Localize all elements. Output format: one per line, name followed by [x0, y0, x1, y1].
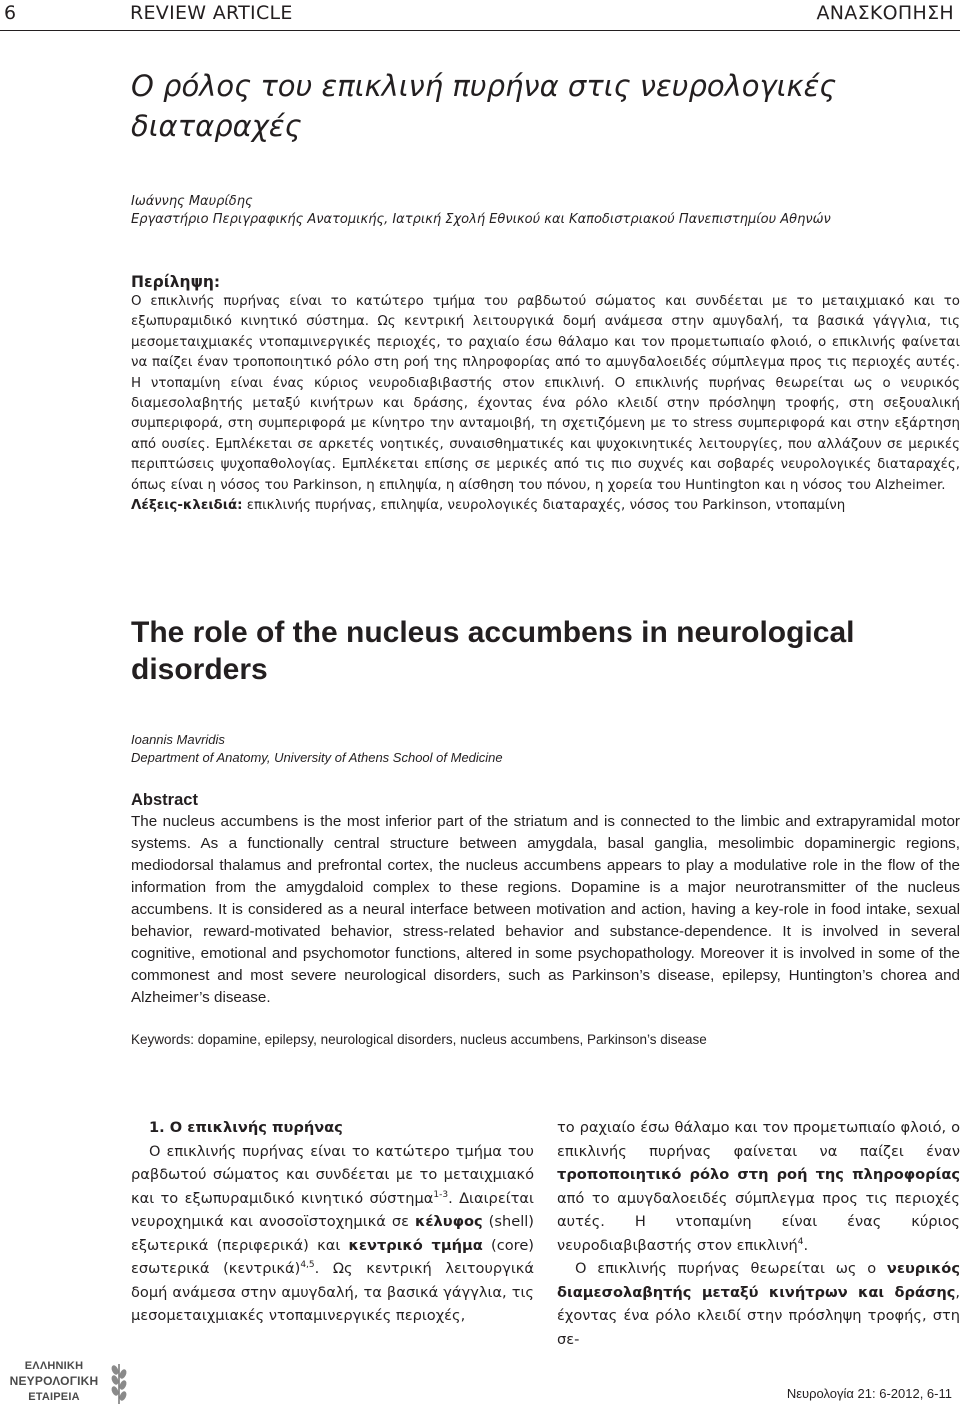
citation-ref: 4: [797, 1236, 804, 1247]
paragraph: [557, 1116, 960, 1257]
emphasis: κεντρικό τμήμα: [348, 1236, 483, 1254]
body-column-left: [131, 1116, 534, 1328]
text-run: , έχοντας ένα ρόλο κλειδί στην πρόσληψη τροφής, στη σε-: [557, 1283, 960, 1348]
keywords-text-greek: επικλινής πυρήνας, επιληψία, νευρολογικές διαταραχές, νόσος του Parkinson, ντοπαμίνη: [246, 498, 846, 514]
citation-ref: 1-3: [433, 1189, 449, 1200]
logo-line-2: ΝΕΥΡΟΛΟΓΙΚΗ: [9, 1374, 99, 1388]
body-column-right: [557, 1116, 960, 1351]
abstract-greek: [131, 272, 960, 516]
society-logo: [8, 1360, 136, 1408]
keywords-english: Keywords: dopamine, epilepsy, neurological disorders, nucleus accumbens, Parkinson’s disease: [131, 1032, 707, 1047]
text-run: .: [803, 1236, 809, 1254]
journal-citation: Νευρολογία 21: 6-2012, 6-11: [786, 1386, 952, 1401]
section-label-en: REVIEW ARTICLE: [130, 2, 293, 24]
abstract-heading-greek: Περίληψη:: [131, 273, 221, 291]
text-run: από το αμυγδαλοειδές σύμπλεγμα προς τις περιοχές αυτές. Η ντοπαμίνη είναι ένας κύριος νευροδιαβιβαστής στον επικλινή: [557, 1189, 960, 1254]
logo-line-3: ΕΤΑΙΡΕΙΑ: [28, 1391, 80, 1403]
author-english: Ioannis Mavridis: [131, 732, 225, 747]
text-run: (core) εσωτερικά (κεντρικά): [131, 1236, 535, 1277]
logo-line-1: ΕΛΛΗΝΙΚΗ: [24, 1360, 84, 1372]
emphasis: τροποποιητικό ρόλο στη ροή της πληροφορίας: [557, 1166, 960, 1183]
keywords-label-greek: Λέξεις-κλειδιά:: [131, 498, 243, 514]
text-run: . Διαιρείται νευροχημικά και ανοσοϊστοχημικά σε: [131, 1189, 534, 1230]
abstract-text-english: The nucleus accumbens is the most inferior part of the striatum and is connected to the limbic and extrapyramidal motor systems. As a functionally central structure between amygdala, basal ganglia, mesolimbic dopaminergic regions, mediodorsal thalamus and prefrontal cortex, the nucleus accumbens appears to play a modulative role in the flow of the information from the amygdaloid complex to these regions. Dopamine is a major neurotransmitter of the nucleus accumbens. It is considered as a neural interface between motivation and action, having a key-role in food intake, sexual behavior, reward-motivated behavior, stress-related behavior and substance-dependence. It is involved in several cognitive, emotional and psychomotor functions, altered in some psychopathology. Moreover it is involved in some of the commonest and most severe neurological disorders, such as Parkinson’s disease, epilepsy, Huntington’s chorea and Alzheimer’s disease.: [131, 813, 960, 1006]
title-english: The role of the nucleus accumbens in neurological disorders: [131, 616, 855, 686]
text-run: (shell) εξωτερικά (περιφερικά) και: [131, 1213, 534, 1254]
text-run: Ο επικλινής πυρήνας είναι το κατώτερο τμήμα του ραβδωτού σώματος και συνδέεται με το μεταιχμιακό και το εξωπυραμιδικό κινητικό σύστημα: [131, 1142, 534, 1207]
affiliation-greek: Εργαστήριο Περιγραφικής Ανατομικής, Ιατρική Σχολή Εθνικού και Καποδιστριακού Πανεπιστημίου Αθηνών: [131, 212, 831, 227]
abstract-english: [131, 789, 960, 1009]
text-run: . Ως κεντρική λειτουργικά δομή ανάμεσα στην αμυγδαλή, τα βασικά γάγγλια, τις μεσομεταιχμιακές ντοπαμινεργικές περιοχές,: [131, 1260, 534, 1324]
text-run: το ραχιαίο έσω θάλαμο και τον προμετωπιαίο φλοιό, ο επικλινής πυρήνας φαίνεται να παίζει έναν: [557, 1119, 960, 1160]
abstract-heading-english: Abstract: [131, 791, 198, 809]
text-run: Ο επικλινής πυρήνας θεωρείται ως ο: [575, 1260, 887, 1277]
abstract-text-greek: Ο επικλινής πυρήνας είναι το κατώτερο τμήμα του ραβδωτού σώματος και συνδέεται με το μεταιχμιακό και το εξωπυραμιδικό κινητικό σύστημα. Ως κεντρική λειτουργικά δομή ανάμεσα στην αμυγδαλή, τα βασικά γάγγλια, τις μεσομεταιχμιακές ντοπαμινεργικές περιοχές, το ραχιαίο έσω θάλαμο και τον προμετωπιαίο φλοιό, ο επικλινής φαίνεται να παίζει έναν τροποποιητικό ρόλο στη ροή της πληροφορίας από το αμυγδαλοειδές σύμπλεγμα προς τις περιοχές αυτές. Η ντοπαμίνη είναι ένας κύριος νευροδιαβιβαστής στον επικλινή. Ο επικλινής πυρήνας θεωρείται ως ο νευρικός διαμεσολαβητής μεταξύ κινήτρων και δράσης, έχοντας ένα ρόλο κλειδί στην πρόσληψη τροφής, στη σεξουαλική συμπεριφορά, στη συμπεριφορά με κίνητρο την ανταμοιβή, τη σχετιζόμενη με το stress συμπεριφορά και στην εξάρτηση από ουσίες. Εμπλέκεται σε αρκετές νοητικές, συναισθηματικές και ψυχοκινητικές λειτουργίες, που αλλάζουν σε μερικές περιπτώσεις ψυχοπαθολογίας. Εμπλέκεται επίσης σε μερικές από τις πιο συχνές και σοβαρές νευρολογικές διαταραχές, όπως είναι η νόσος του Parkinson, η επιληψία, η αίσθηση του πόνου, η χορεία του Huntington και η νόσος του Alzheimer.: [131, 294, 960, 493]
section-label-gr: ΑΝΑΣΚΟΠΗΣΗ: [816, 2, 954, 24]
paragraph: [557, 1257, 960, 1351]
author-greek: Ιωάννης Μαυρίδης: [131, 194, 253, 209]
laurel-icon: [104, 1360, 134, 1406]
emphasis: νευρικός διαμεσολαβητής μεταξύ κινήτρων και δράσης: [557, 1260, 960, 1301]
emphasis: κέλυφος: [414, 1213, 483, 1230]
affiliation-english: Department of Anatomy, University of Athens School of Medicine: [131, 750, 503, 765]
running-header: [0, 0, 960, 32]
title-greek: Ο ρόλος του επικλινή πυρήνα στις νευρολογικές διαταραχές: [131, 69, 837, 143]
citation-ref: 4,5: [300, 1260, 315, 1271]
page-number: 6: [4, 2, 17, 24]
section-heading: 1. Ο επικλινής πυρήνας: [149, 1119, 343, 1136]
paragraph: [131, 1140, 534, 1328]
header-rule: [0, 30, 960, 31]
